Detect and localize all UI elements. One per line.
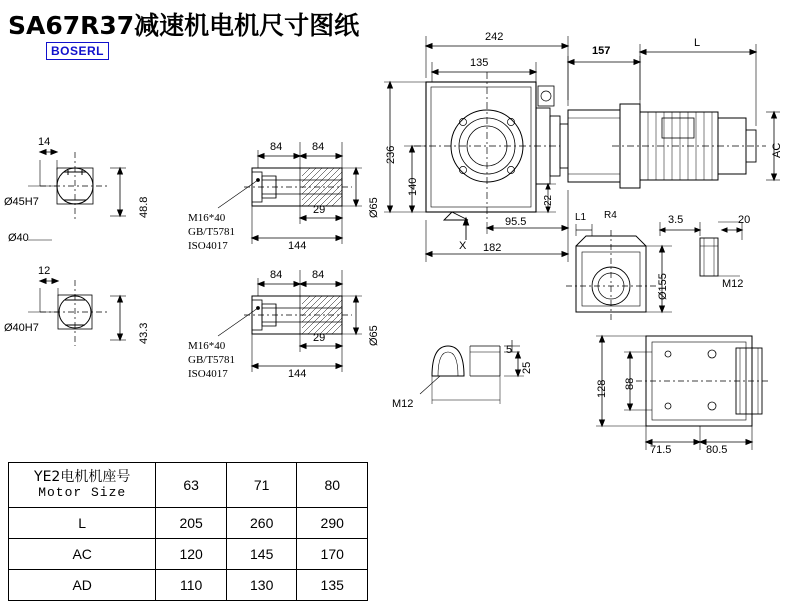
table-cell-L-71: 260 xyxy=(226,508,297,539)
table-header-label xyxy=(9,463,156,508)
table-cell-AD-80: 135 xyxy=(297,570,368,601)
dim-236: 236 xyxy=(385,145,397,164)
dim-left-top-width: 14 xyxy=(38,136,51,148)
dim-88: 88 xyxy=(624,377,636,390)
dim-140: 140 xyxy=(407,177,419,196)
dim-AC: AC xyxy=(771,142,783,158)
table-header-label-en: Motor Size xyxy=(38,484,127,500)
dim-shaft-bottom-a: 84 xyxy=(270,269,283,281)
dim-95-5: 95.5 xyxy=(505,216,527,228)
dim-3-5: 3.5 xyxy=(668,214,684,226)
dim-L: L xyxy=(694,37,701,49)
dim-M12-right: M12 xyxy=(722,278,744,290)
note-shaft-top-std2: ISO4017 xyxy=(188,240,228,252)
table-cell-AD-63: 110 xyxy=(156,570,227,601)
page-title: SA67R37减速机电机尺寸图纸 xyxy=(8,11,360,40)
dim-242: 242 xyxy=(485,31,504,43)
dim-left-top-shaft-dia: Ø45H7 xyxy=(4,196,39,208)
dim-135: 135 xyxy=(470,57,489,69)
note-shaft-bottom-std1: GB/T5781 xyxy=(188,354,236,366)
dim-155: Ø155 xyxy=(657,273,669,300)
table-col-2: 80 xyxy=(297,463,368,508)
table-row xyxy=(9,539,368,570)
dim-left-top-shaft-dia2: Ø40 xyxy=(8,232,29,244)
table-row xyxy=(9,508,368,539)
brand-logo: BOSERL xyxy=(46,42,109,60)
table-row xyxy=(9,463,368,508)
table-cell-L-80: 290 xyxy=(297,508,368,539)
dim-22: 22 xyxy=(543,194,554,206)
dim-5: 5 xyxy=(506,344,513,356)
table-row-label-L: L xyxy=(9,508,156,539)
dim-25: 25 xyxy=(521,361,533,374)
dim-shaft-top-total: 144 xyxy=(288,240,307,252)
dim-shaft-top-b: 84 xyxy=(312,141,325,153)
dim-shaft-bottom-c: 29 xyxy=(313,332,326,344)
dim-shaft-top-a: 84 xyxy=(270,141,283,153)
dim-71-5: 71.5 xyxy=(650,444,672,456)
table-cell-AC-71: 145 xyxy=(226,539,297,570)
dim-shaft-top-c: 29 xyxy=(313,204,326,216)
dim-left-bottom-shaft-dia: Ø40H7 xyxy=(4,322,39,334)
note-shaft-top-std1: GB/T5781 xyxy=(188,226,236,238)
dim-80-5: 80.5 xyxy=(706,444,728,456)
table-header-label-cn: YE2电机机座号 xyxy=(34,469,131,486)
table-col-1: 71 xyxy=(226,463,297,508)
dim-R4: R4 xyxy=(604,210,617,221)
note-shaft-bottom-std2: ISO4017 xyxy=(188,368,228,380)
dim-L1: L1 xyxy=(575,212,587,223)
dim-left-bottom-height: 43.3 xyxy=(138,322,150,344)
table-row xyxy=(9,570,368,601)
dim-182: 182 xyxy=(483,242,502,254)
dim-shaft-top-dia: Ø65 xyxy=(368,197,380,218)
dim-shaft-bottom-total: 144 xyxy=(288,368,307,380)
dim-left-bottom-width: 12 xyxy=(38,265,51,277)
table-cell-AD-71: 130 xyxy=(226,570,297,601)
dim-shaft-bottom-b: 84 xyxy=(312,269,325,281)
mark-x: X xyxy=(459,240,467,252)
dim-128: 128 xyxy=(596,379,608,398)
dim-left-top-height: 48.8 xyxy=(138,196,150,218)
note-shaft-bottom-bolt: M16*40 xyxy=(188,340,226,352)
table-cell-AC-63: 120 xyxy=(156,539,227,570)
table-cell-AC-80: 170 xyxy=(297,539,368,570)
table-col-0: 63 xyxy=(156,463,227,508)
dim-20: 20 xyxy=(738,214,751,226)
table-cell-L-63: 205 xyxy=(156,508,227,539)
note-shaft-top-bolt: M16*40 xyxy=(188,212,226,224)
table-row-label-AC: AC xyxy=(9,539,156,570)
dim-M12-bottom: M12 xyxy=(392,398,414,410)
dim-shaft-bottom-dia: Ø65 xyxy=(368,325,380,346)
table-row-label-AD: AD xyxy=(9,570,156,601)
dim-157: 157 xyxy=(592,45,611,57)
motor-size-table xyxy=(8,462,368,601)
